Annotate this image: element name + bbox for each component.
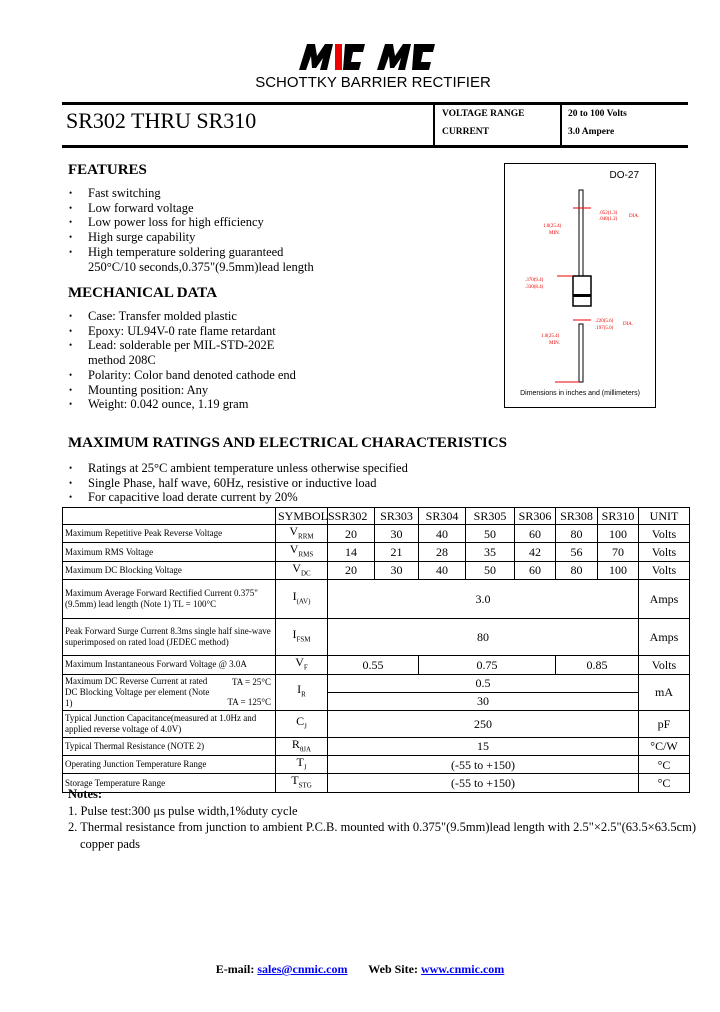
note: 1. Pulse test:300 μs pulse width,1%duty cycle (68, 803, 298, 818)
package-name: DO-27 (609, 170, 639, 181)
list-item: • Mounting position: Any (66, 383, 296, 398)
table-row: Storage Temperature Range $T_{STG}$ (-55 to +150) °C (63, 774, 690, 792)
features-heading: FEATURES (68, 162, 147, 178)
dimension-label: MIN. (549, 341, 560, 346)
header-cell: SR306 (515, 508, 556, 525)
web-label: Web Site: (368, 962, 418, 976)
package-caption: Dimensions in inches and (millimeters) (520, 390, 640, 397)
spec-value: 20 to 100 Volts (568, 109, 627, 119)
table-row: 30 (63, 692, 690, 710)
header-cell: SR303 (375, 508, 419, 525)
list-item: • Case: Transfer molded plastic (66, 309, 296, 324)
email-link[interactable]: sales@cnmic.com (257, 962, 348, 976)
list-item: • Low power loss for high efficiency (66, 215, 314, 230)
dimension-label: .220(5.6) (595, 319, 614, 324)
list-item: • Lead: solderable per MIL-STD-202E (66, 338, 296, 353)
dimension-label: 1.0(25.4) (543, 224, 562, 229)
spec-label: VOLTAGE RANGE (442, 109, 525, 119)
list-item: • High temperature soldering guaranteed (66, 245, 314, 260)
table-row: Maximum Repetitive Peak Reverse Voltage $V_{RRM}$ 20 30 40 50 60 80 100 Volts (63, 525, 690, 543)
list-item: • Fast switching (66, 186, 314, 201)
divider (62, 102, 688, 105)
param-desc: Maximum Repetitive Peak Reverse Voltage (63, 525, 276, 543)
header-cell: UNIT (639, 508, 690, 525)
list-item: • Ratings at 25°C ambient temperature unless otherwise specified (66, 461, 408, 476)
divider (62, 145, 688, 148)
mechanical-heading: MECHANICAL DATA (68, 285, 218, 301)
package-drawing (504, 163, 656, 408)
ratings-conditions (66, 461, 408, 505)
website-link[interactable]: www.cnmic.com (420, 962, 505, 976)
table-row: Typical Thermal Resistance (NOTE 2) $R_{\theta JA}$ 15 °C/W (63, 737, 690, 755)
list-item: • Polarity: Color band denoted cathode end (66, 368, 296, 383)
table-header-row (63, 508, 690, 525)
header-cell: SR308 (556, 508, 598, 525)
header-cell: SYMBOLS (276, 508, 328, 525)
table-row: Peak Forward Surge Current 8.3ms single half sine-wave superimposed on rated load (JEDEC method) $I_{FSM}$ 80 Amps (63, 619, 690, 656)
footer (0, 962, 720, 977)
document-title: SR302 THRU SR310 (66, 108, 257, 133)
header-cell: SR302 (328, 508, 375, 525)
spec-value: 3.0 Ampere (568, 127, 615, 137)
email-label: E-mail: (215, 962, 255, 976)
spec-label: CURRENT (442, 127, 489, 137)
ratings-heading: MAXIMUM RATINGS AND ELECTRICAL CHARACTERISTICS (68, 435, 507, 451)
list-item: • Weight: 0.042 ounce, 1.19 gram (66, 397, 296, 412)
list-item: • Epoxy: UL94V-0 rate flame retardant (66, 324, 296, 339)
header-cell: SR305 (466, 508, 515, 525)
dimension-label: MIN. (549, 231, 560, 236)
list-item: • For capacitive load derate current by 20% (66, 490, 408, 505)
company-logo (295, 42, 445, 72)
table-row: Maximum DC Blocking Voltage $V_{DC}$ 20 30 40 50 60 80 100 Volts (63, 561, 690, 579)
table-row: Maximum RMS Voltage $V_{RMS}$ 14 21 28 35 42 56 70 Volts (63, 543, 690, 561)
notes (68, 786, 696, 852)
note: copper pads (80, 836, 141, 851)
divider (560, 104, 562, 146)
document-subtitle: SCHOTTKY BARRIER RECTIFIER (255, 74, 491, 91)
list-item: • Low forward voltage (66, 201, 314, 216)
table-row: Maximum DC Reverse Current at rated DC Blocking Voltage per element (Note 1) TA = 25°C TA = 125°C $I_R$ 0.5 mA (63, 674, 690, 692)
dimension-label: 1.0(25.4) (541, 334, 560, 339)
mechanical-list (66, 309, 296, 412)
divider (433, 104, 435, 146)
header-cell: SR304 (419, 508, 466, 525)
dimension-label: .330(8.4) (525, 285, 544, 290)
notes-heading: Notes: (68, 787, 103, 801)
dimension-label: DIA. (629, 214, 640, 219)
list-item: • Single Phase, half wave, 60Hz, resistive or inductive load (66, 476, 408, 491)
header-cell: SR310 (598, 508, 639, 525)
table-row: Typical Junction Capacitance(measured at 1.0Hz and applied reverse voltage of 4.0V) $C_J$ 250 pF (63, 710, 690, 737)
dimension-label: .197(5.0) (595, 326, 614, 331)
dimension-label: .048(1.2) (599, 217, 618, 222)
dimension-label: DIA. (623, 322, 634, 327)
list-item: • High surge capability (66, 230, 314, 245)
table-row: Maximum Instantaneous Forward Voltage @ 3.0A $V_F$ 0.55 0.75 0.85 Volts (63, 656, 690, 674)
ratings-table (62, 507, 690, 793)
features-list (66, 186, 314, 274)
dimension-label: .052(1.3) (599, 211, 618, 216)
dimension-label: .370(9.4) (525, 278, 544, 283)
symbol-cell: $V_{RRM}$ (276, 525, 328, 543)
table-row: Operating Junction Temperature Range $T_J$ (-55 to +150) °C (63, 755, 690, 773)
list-item: 250°C/10 seconds,0.375"(9.5mm)lead length (88, 259, 314, 274)
list-item: method 208C (88, 353, 156, 368)
table-row: Maximum Average Forward Rectified Current 0.375"(9.5mm) lead length (Note 1) TL = 100°C $I_{(AV)}$ 3.0 Amps (63, 580, 690, 619)
note: 2. Thermal resistance from junction to ambient P.C.B. mounted with 0.375"(9.5mm)lead length with 2.5"×2.5"(63.5×63.5cm) (68, 820, 697, 834)
